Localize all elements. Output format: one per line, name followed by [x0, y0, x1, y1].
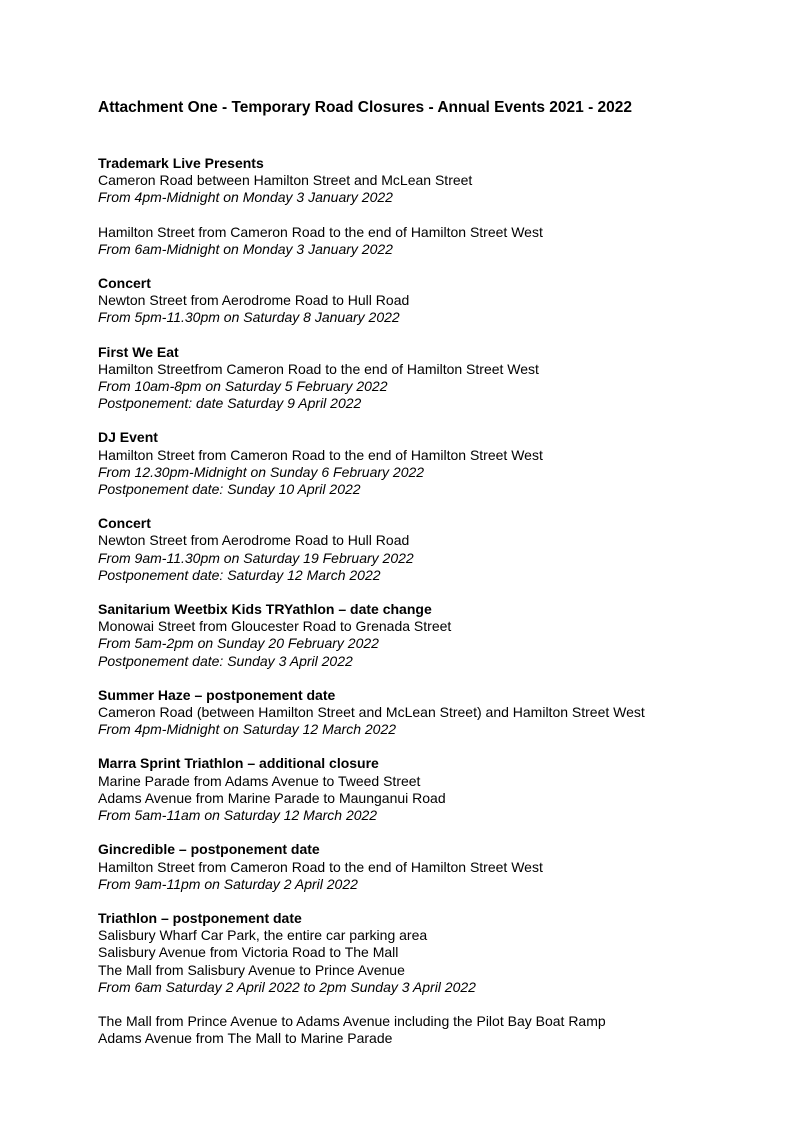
- event-road-closure: Adams Avenue from Marine Parade to Maunganui Road: [98, 789, 446, 806]
- event-list: [98, 155, 778, 1047]
- event-title: Summer Haze – postponement date: [98, 686, 336, 703]
- event-block: [98, 755, 778, 824]
- event-schedule: From 4pm-Midnight on Saturday 12 March 2022: [98, 721, 397, 738]
- event-block: [98, 687, 778, 739]
- event-road-closure: Hamilton Street from Cameron Road to the end of Hamilton Street West: [98, 223, 543, 240]
- event-block: [98, 429, 778, 498]
- event-schedule: From 5pm-11.30pm on Saturday 8 January 2022: [98, 309, 400, 326]
- event-road-closure: Adams Avenue from The Mall to Marine Parade: [98, 1030, 393, 1047]
- event-block: [98, 1013, 778, 1047]
- event-schedule: Postponement date: Sunday 10 April 2022: [98, 481, 361, 498]
- event-schedule: Postponement date: Saturday 12 March 2022: [98, 566, 381, 583]
- document-page: [98, 98, 778, 1064]
- event-schedule: From 4pm-Midnight on Monday 3 January 2022: [98, 189, 393, 206]
- event-block: [98, 275, 778, 327]
- event-schedule: From 6am Saturday 2 April 2022 to 2pm Sunday 3 April 2022: [98, 978, 476, 995]
- event-title: Sanitarium Weetbix Kids TRYathlon – date change: [98, 601, 432, 618]
- event-road-closure: The Mall from Prince Avenue to Adams Avenue including the Pilot Bay Boat Ramp: [98, 1012, 606, 1029]
- event-road-closure: Cameron Road between Hamilton Street and McLean Street: [98, 172, 473, 189]
- event-title: First We Eat: [98, 343, 179, 360]
- event-schedule: From 12.30pm-Midnight on Sunday 6 February 2022: [98, 463, 425, 480]
- event-title: Gincredible – postponement date: [98, 841, 320, 858]
- event-road-closure: Hamilton Street from Cameron Road to the end of Hamilton Street West: [98, 446, 543, 463]
- event-schedule: From 9am-11pm on Saturday 2 April 2022: [98, 875, 358, 892]
- event-schedule: Postponement: date Saturday 9 April 2022: [98, 395, 362, 412]
- event-schedule: Postponement date: Sunday 3 April 2022: [98, 652, 353, 669]
- event-schedule: From 5am-11am on Saturday 12 March 2022: [98, 807, 378, 824]
- event-road-closure: Newton Street from Aerodrome Road to Hull Road: [98, 292, 410, 309]
- event-road-closure: Monowai Street from Gloucester Road to Grenada Street: [98, 618, 452, 635]
- event-road-closure: Salisbury Avenue from Victoria Road to The Mall: [98, 944, 399, 961]
- event-road-closure: The Mall from Salisbury Avenue to Prince Avenue: [98, 961, 405, 978]
- event-road-closure: Newton Street from Aerodrome Road to Hull Road: [98, 532, 410, 549]
- event-road-closure: Cameron Road (between Hamilton Street and McLean Street) and Hamilton Street West: [98, 704, 645, 721]
- event-block: [98, 910, 778, 996]
- event-schedule: From 9am-11.30pm on Saturday 19 February 2022: [98, 549, 414, 566]
- document-title: Attachment One - Temporary Road Closures - Annual Events 2021 - 2022: [98, 99, 633, 116]
- event-road-closure: Marine Parade from Adams Avenue to Tweed Street: [98, 772, 421, 789]
- event-road-closure: Hamilton Streetfrom Cameron Road to the end of Hamilton Street West: [98, 360, 539, 377]
- event-title: Marra Sprint Triathlon – additional closure: [98, 755, 379, 772]
- event-schedule: From 5am-2pm on Sunday 20 February 2022: [98, 635, 379, 652]
- event-road-closure: Salisbury Wharf Car Park, the entire car parking area: [98, 927, 428, 944]
- event-schedule: From 10am-8pm on Saturday 5 February 2022: [98, 378, 388, 395]
- event-block: [98, 224, 778, 258]
- event-block: [98, 155, 778, 207]
- event-block: [98, 601, 778, 670]
- event-title: DJ Event: [98, 429, 158, 446]
- event-title: Triathlon – postponement date: [98, 909, 302, 926]
- event-title: Concert: [98, 275, 151, 292]
- event-block: [98, 344, 778, 413]
- event-schedule: From 6am-Midnight on Monday 3 January 2022: [98, 240, 393, 257]
- event-title: Trademark Live Presents: [98, 155, 264, 171]
- event-block: [98, 841, 778, 893]
- event-block: [98, 515, 778, 584]
- event-title: Concert: [98, 515, 151, 532]
- event-road-closure: Hamilton Street from Cameron Road to the end of Hamilton Street West: [98, 858, 543, 875]
